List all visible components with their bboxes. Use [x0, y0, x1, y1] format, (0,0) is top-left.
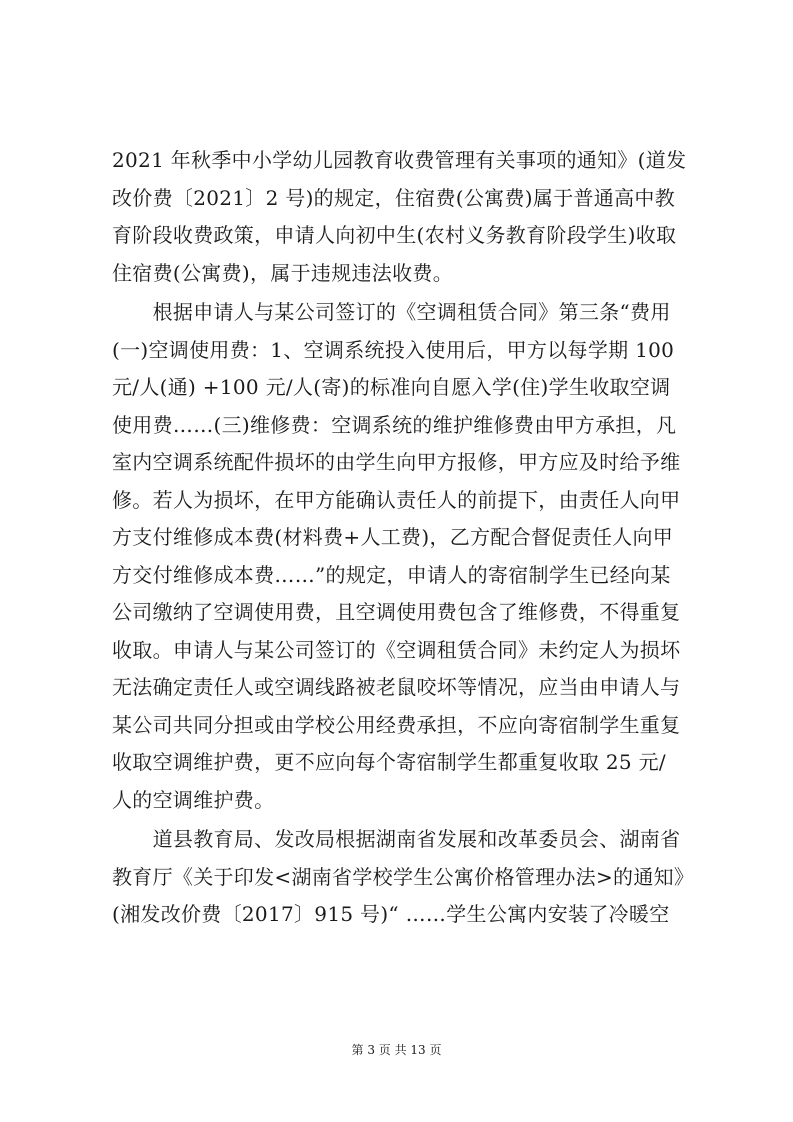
- text-line: 育阶段收费政策，申请人向初中生(农村义务教育阶段学生)收取: [112, 223, 677, 247]
- paragraph-1: [112, 142, 692, 292]
- text-line: 2021 年秋季中小学幼儿园教育收费管理有关事项的通知》(道发: [112, 148, 687, 172]
- text-line: 使用费……(三)维修费：空调系统的维护维修费由甲方承担，凡: [112, 412, 677, 437]
- text-line: 人的空调维护费。: [112, 787, 275, 812]
- text-line: 道县教育局、发改局根据湖南省发展和改革委员会、湖南省: [112, 827, 681, 851]
- text-line: 某公司共同分担或由学校公用经费承担，不应向寄宿制学生重复: [112, 712, 681, 737]
- text-line: 修。若人为损坏，在甲方能确认责任人的前提下，由责任人向甲: [112, 487, 681, 512]
- text-line: 方交付维修成本费……”的规定，申请人的寄宿制学生已经向某: [112, 562, 671, 587]
- text-line: 根据申请人与某公司签订的《空调租赁合同》第三条“费用: [112, 300, 671, 324]
- document-body: [112, 142, 695, 936]
- paragraph-3: [112, 821, 695, 934]
- page-number-label: 第 3 页 共 13 页: [351, 1043, 442, 1057]
- text-line: 无法确定责任人或空调线路被老鼠咬坏等情况，应当由申请人与: [112, 675, 681, 699]
- text-line: 收取。申请人与某公司签订的《空调租赁合同》未约定人为损坏: [112, 637, 681, 662]
- text-line: 方支付维修成本费(材料费+人工费)，乙方配合督促责任人向甲: [112, 525, 674, 549]
- text-line: 教育厅《关于印发<湖南省学校学生公寓价格管理办法>的通知》: [112, 864, 695, 889]
- text-line: (一)空调使用费：1、空调系统投入使用后，甲方以每学期 100: [112, 337, 675, 362]
- text-line: 公司缴纳了空调使用费，且空调使用费包含了维修费，不得重复: [112, 600, 681, 624]
- paragraph-2: [112, 294, 692, 819]
- text-line: 室内空调系统配件损坏的由学生向甲方报修，甲方应及时给予维: [112, 450, 681, 474]
- text-line: 收取空调维护费，更不应向每个寄宿制学生都重复收取 25 元/: [112, 750, 666, 774]
- text-line: 改价费〔2021〕2 号)的规定，住宿费(公寓费)属于普通高中教: [112, 185, 675, 210]
- text-line: (湘发改价费〔2017〕915 号)“ ……学生公寓内安装了冷暖空: [112, 902, 670, 926]
- text-line: 元/人(通) +100 元/人(寄)的标准向自愿入学(住)学生收取空调: [112, 375, 671, 399]
- page-footer: [0, 1042, 793, 1058]
- text-line: 住宿费(公寓费)，属于违规违法收费。: [112, 260, 454, 285]
